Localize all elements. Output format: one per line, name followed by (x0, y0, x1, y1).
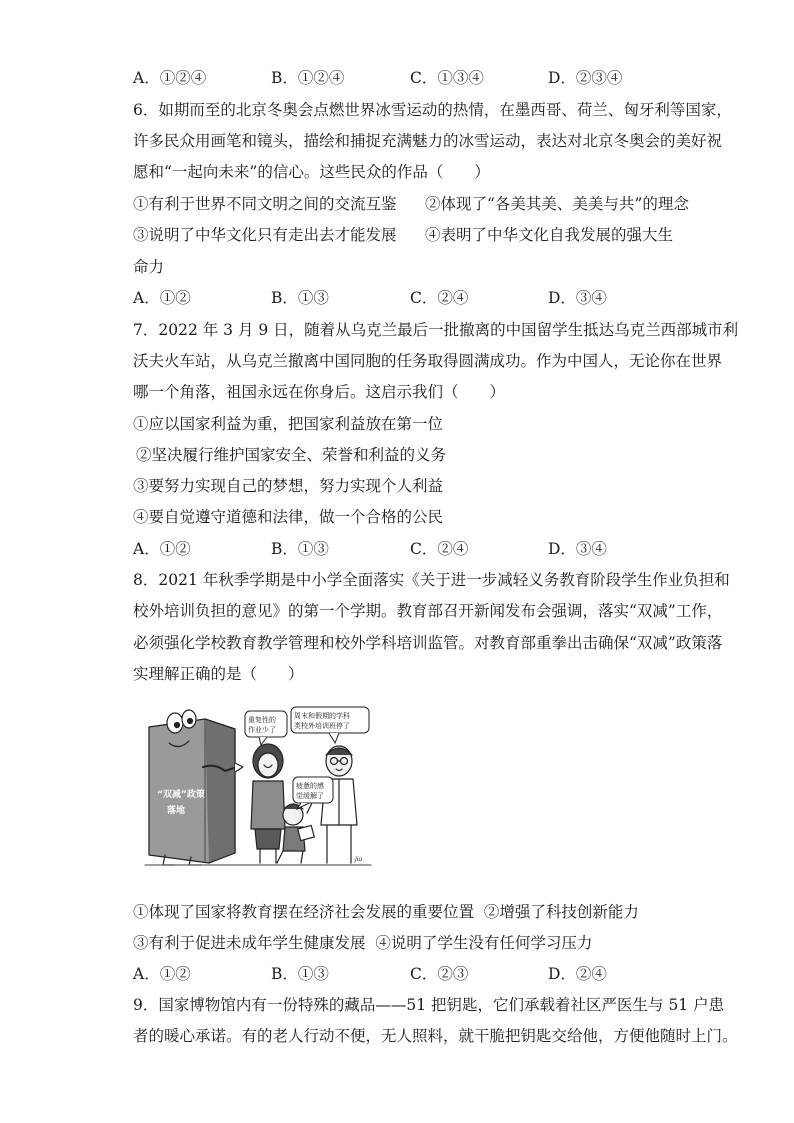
q7-option-c: C．②④ (410, 540, 469, 558)
bubble-3-line-2: 觉缓解了 (296, 792, 324, 800)
double-reduction-cartoon (143, 705, 373, 867)
q8-statements-row-2 (133, 931, 592, 953)
q7-stem-line-3: 哪一个角落，祖国永远在你身后。这启示我们（ ） (133, 383, 506, 401)
q8-stem-line-2: 校外培训负担的意见》的第一个学期。教育部召开新闻发布会强调，落实“双减”工作， (133, 602, 723, 620)
q6-statement-4: ④表明了中华文化自我发展的强大生 (425, 226, 674, 244)
q8-option-d: D．②④ (548, 965, 607, 983)
book-title-line-2: 落地 (167, 806, 186, 816)
bubble-3-line-1: 疲惫的感 (296, 782, 324, 790)
q8-stem-line-3: 必须强化学校教育教学管理和校外学科培训监管。对教育部重拳出击确保“双减”政策落 (133, 634, 723, 652)
q7-statement-2: ②坚决履行维护国家安全、荣誉和利益的义务 (136, 446, 447, 464)
q7-stem-line-1: 7．2022 年 3 月 9 日，随着从乌克兰最后一批撤离的中国留学生抵达乌克兰西部城市利 (133, 321, 739, 339)
q6-options (133, 286, 653, 306)
book-title-line-1: “双减”政策 (157, 790, 205, 800)
q6-statement-3: ③说明了中华文化只有走出去才能发展 (133, 226, 397, 244)
q8-stem-line-4: 实理解正确的是（ ） (133, 665, 304, 683)
q6-statements-row-1 (133, 192, 689, 214)
artist-signature: Jiu (355, 856, 363, 863)
q8-options (133, 962, 653, 982)
q8-option-c: C．②③ (410, 965, 469, 983)
q8-statement-1: ①体现了国家将教育摆在经济社会发展的重要位置 (133, 903, 475, 921)
q8-statement-4: ④说明了学生没有任何学习压力 (375, 934, 593, 952)
q7-option-b: B．①③ (271, 540, 329, 558)
q7-option-a: A．①② (133, 540, 191, 558)
q6-stem-line-3: 愿和“一起向未来”的信心。这些民众的作品（ ） (133, 163, 490, 181)
bubble-1-line-2: 作业少了 (248, 726, 276, 734)
q6-stem-line-1: 6．如期而至的北京冬奥会点燃世界冰雪运动的热情，在墨西哥、荷兰、匈牙利等国家， (133, 101, 732, 119)
bubble-1-line-1: 重复性的 (248, 716, 276, 724)
q8-statements-row-1 (133, 900, 639, 922)
q7-statement-1: ①应以国家利益为重，把国家利益放在第一位 (133, 415, 444, 433)
q8-stem-line-1: 8．2021 年秋季学期是中小学全面落实《关于进一步减轻义务教育阶段学生作业负担和 (133, 571, 730, 589)
q6-statements-row-2 (133, 223, 674, 245)
q5-option-b: B．①②④ (271, 69, 345, 87)
q6-statement-2: ②体现了“各美其美、美美与共”的理念 (425, 195, 689, 213)
q7-options (133, 537, 653, 557)
bubble-2-line-1: 周末和假期的学科 (294, 712, 350, 720)
q8-statement-2: ②增强了科技创新能力 (483, 903, 639, 921)
q6-statement-4-continued: 命力 (133, 258, 165, 276)
q8-statement-3: ③有利于促进未成年学生健康发展 (133, 934, 366, 952)
q7-option-d: D．③④ (548, 540, 607, 558)
q8-option-b: B．①③ (271, 965, 329, 983)
q9-stem-line-1: 9．国家博物馆内有一份特殊的藏品——51 把钥匙，它们承载着社区严医生与 51 户患 (133, 996, 725, 1014)
q7-stem-line-2: 沃夫火车站，从乌克兰撤离中国同胞的任务取得圆满成功。作为中国人，无论你在世界 (133, 352, 723, 370)
q6-option-a: A．①② (133, 289, 191, 307)
q8-option-a: A．①② (133, 965, 191, 983)
q6-option-b: B．①③ (271, 289, 329, 307)
q5-option-c: C．①③④ (410, 69, 484, 87)
q6-statement-1: ①有利于世界不同文明之间的交流互鉴 (133, 195, 397, 213)
q6-stem-line-2: 许多民众用画笔和镜头，描绘和捕捉充满魅力的冰雪运动，表达对北京冬奥会的美好祝 (133, 132, 723, 150)
q9-stem-line-2: 者的暖心承诺。有的老人行动不便，无人照料，就干脆把钥匙交给他，方便他随时上门。 (133, 1027, 738, 1045)
q7-statement-3: ③要努力实现自己的梦想，努力实现个人利益 (133, 477, 444, 495)
q5-option-d: D．②③④ (548, 69, 623, 87)
q5-options (133, 66, 653, 86)
q6-option-c: C．②④ (410, 289, 469, 307)
q7-statement-4: ④要自觉遵守道德和法律，做一个合格的公民 (133, 508, 444, 526)
bubble-2-line-2: 类校外培训班停了 (294, 722, 350, 730)
q5-option-a: A．①②④ (133, 69, 207, 87)
q6-option-d: D．③④ (548, 289, 607, 307)
